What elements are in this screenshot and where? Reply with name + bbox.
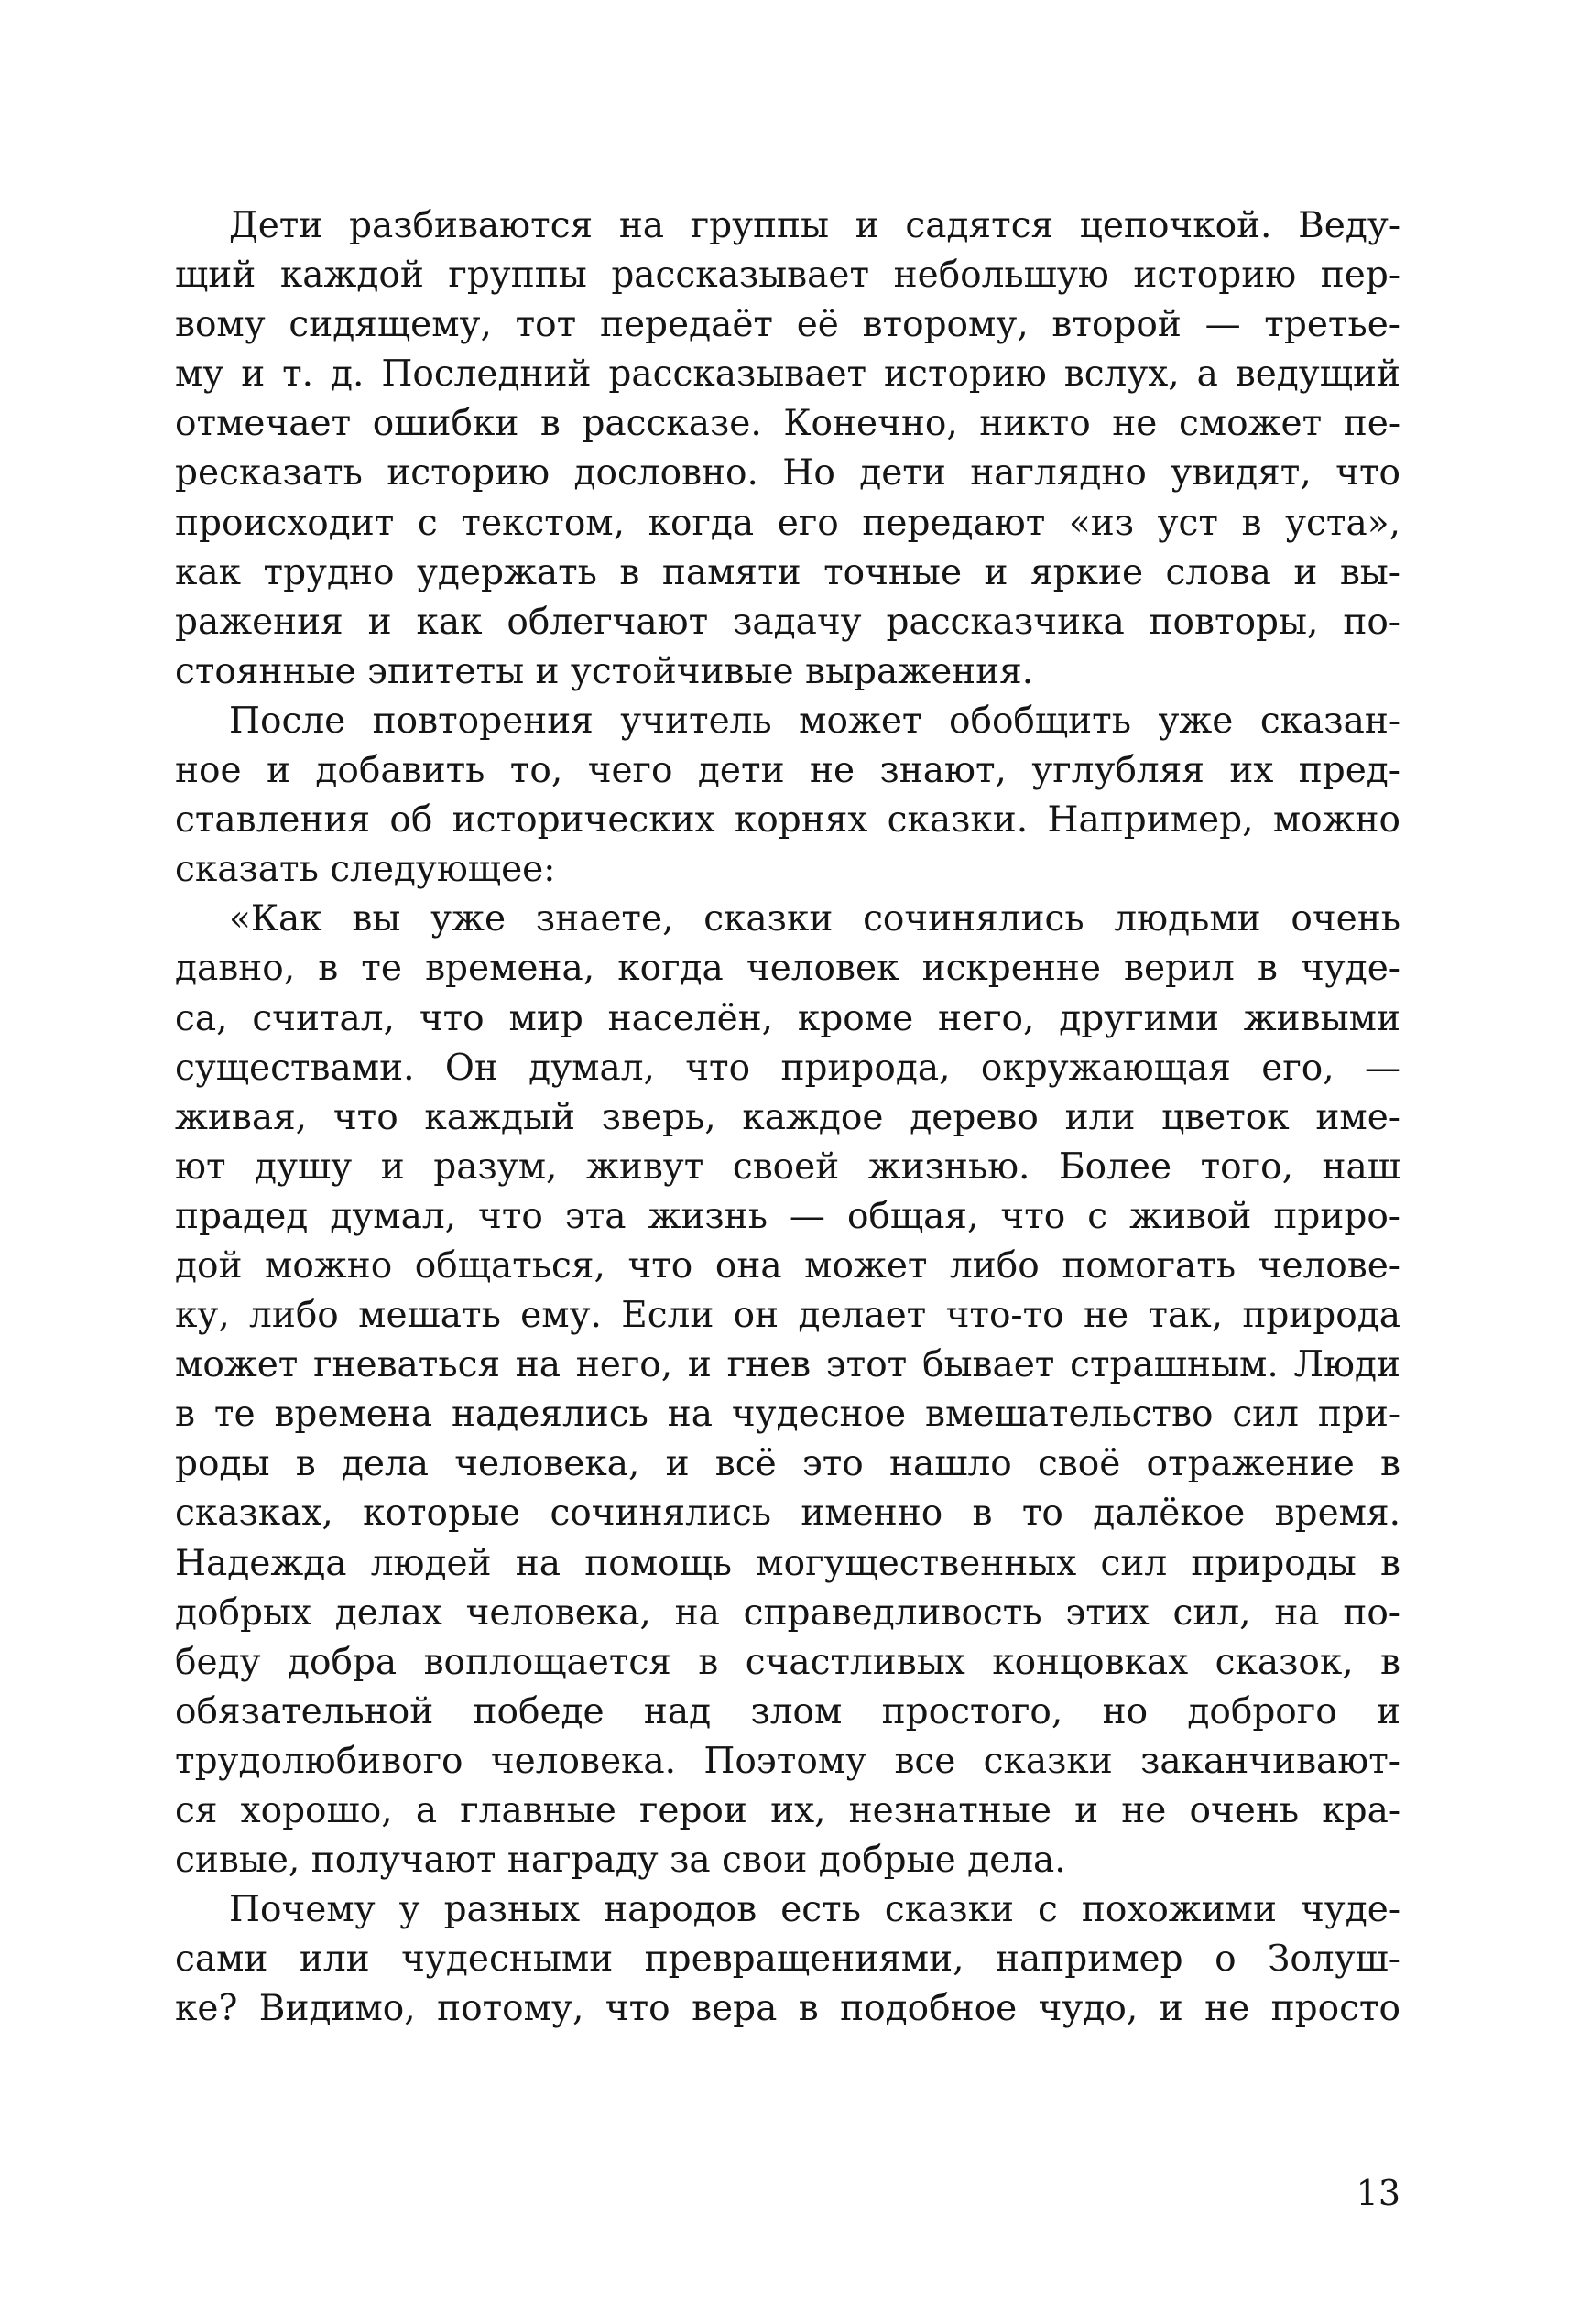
text-line: са, считал, что мир населён, кроме него, другими живыми	[175, 997, 1400, 1039]
text-line: сивые, получают награду за свои добрые дела.	[175, 1840, 1066, 1882]
text-line: «Как вы уже знаете, сказки сочинялись людьми очень	[229, 898, 1400, 940]
text-line: ся хорошо, а главные герои их, незнатные и не очень кра-	[175, 1790, 1400, 1831]
text-line: происходит с текстом, когда его передают «из уст в уста»,	[175, 502, 1400, 544]
text-line: отмечает ошибки в рассказе. Конечно, никто не сможет пе-	[175, 403, 1400, 445]
text-line: прадед думал, что эта жизнь — общая, что с живой приро-	[175, 1195, 1400, 1237]
text-line: Почему у разных народов есть сказки с похожими чуде-	[229, 1889, 1400, 1931]
text-line: ражения и как облегчают задачу рассказчика повторы, по-	[175, 601, 1400, 643]
text-line: давно, в те времена, когда человек искренне верил в чуде-	[175, 948, 1400, 990]
page-number: 13	[1356, 2173, 1400, 2213]
text-line: После повторения учитель может обобщить уже сказан-	[229, 700, 1400, 742]
text-line: трудолюбивого человека. Поэтому все сказки заканчивают-	[175, 1740, 1400, 1782]
text-line: ке? Видимо, потому, что вера в подобное чудо, и не просто	[175, 1988, 1400, 2030]
text-line: щий каждой группы рассказывает небольшую историю пер-	[175, 255, 1400, 297]
text-line: сами или чудесными превращениями, например о Золуш-	[175, 1938, 1400, 1981]
text-line: существами. Он думал, что природа, окружающая его, —	[175, 1047, 1400, 1089]
text-line: беду добра воплощается в счастливых концовках сказок, в	[175, 1641, 1400, 1683]
text-line: роды в дела человека, и всё это нашло своё отражение в	[175, 1443, 1400, 1485]
text-line: ресказать историю дословно. Но дети наглядно увидят, что	[175, 452, 1400, 494]
text-line: ное и добавить то, чего дети не знают, углубляя их пред-	[175, 750, 1400, 792]
text-line: может гневаться на него, и гнев этот бывает страшным. Люди	[175, 1344, 1400, 1386]
text-line: ют душу и разум, живут своей жизнью. Более того, наш	[175, 1146, 1400, 1188]
text-line: вому сидящему, тот передаёт её второму, второй — третье-	[175, 304, 1400, 346]
text-line: ку, либо мешать ему. Если он делает что-то не так, природа	[175, 1295, 1400, 1337]
text-line: му и т. д. Последний рассказывает историю вслух, а ведущий	[175, 353, 1400, 396]
text-line: в те времена надеялись на чудесное вмешательство сил при-	[175, 1394, 1400, 1436]
text-line: сказать следующее:	[175, 849, 556, 891]
text-line: ставления об исторических корнях сказки. Например, можно	[175, 799, 1400, 842]
text-line: обязательной победе над злом простого, но доброго и	[175, 1690, 1400, 1732]
text-line: Дети разбиваются на группы и садятся цепочкой. Веду-	[229, 205, 1400, 246]
text-line: как трудно удержать в памяти точные и яркие слова и вы-	[175, 551, 1400, 593]
text-line: Надежда людей на помощь могущественных сил природы в	[175, 1542, 1400, 1584]
text-line: добрых делах человека, на справедливость этих сил, на по-	[175, 1591, 1400, 1634]
text-line: стоянные эпитеты и устойчивые выражения.	[175, 650, 1034, 692]
body-text	[175, 201, 1400, 2034]
text-line: дой можно общаться, что она может либо помогать челове-	[175, 1244, 1400, 1287]
text-line: живая, что каждый зверь, каждое дерево или цветок име-	[175, 1096, 1400, 1138]
text-line: сказках, которые сочинялись именно в то далёкое время.	[175, 1493, 1400, 1535]
